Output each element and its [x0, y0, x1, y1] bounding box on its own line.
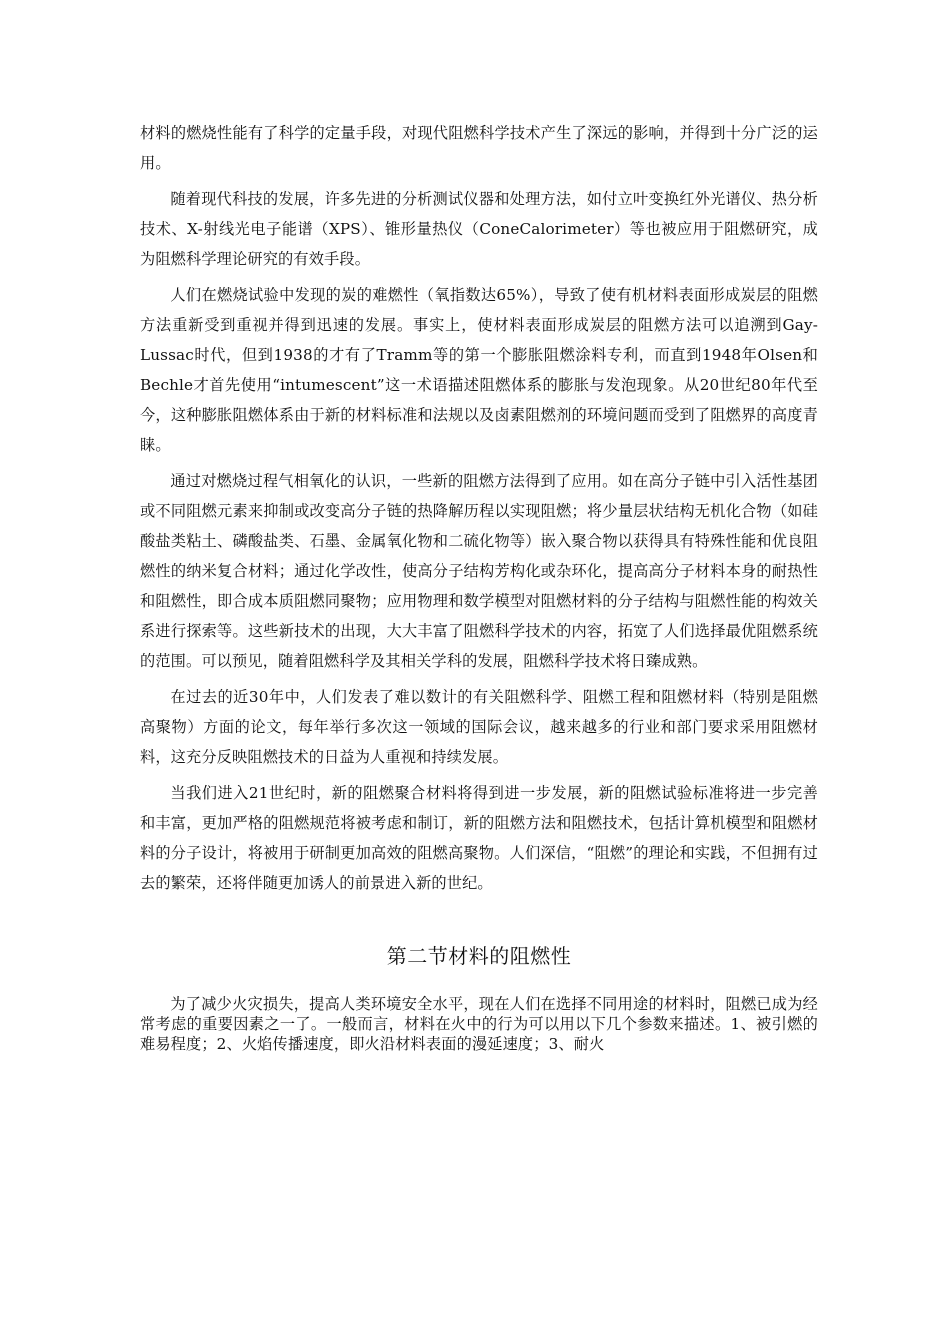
paragraph-4: 通过对燃烧过程气相氧化的认识，一些新的阻燃方法得到了应用。如在高分子链中引入活性基团或不同阻燃元素来抑制或改变高分子链的热降解历程以实现阻燃；将少量层状结构无机化合物（如硅酸盐类粘土、磷酸盐类、石墨、金属氧化物和二硫化物等）嵌入聚合物以获得具有特殊性能和优良阻燃性的纳米复合材料；通过化学改性，使高分子结构芳构化或杂环化，提高高分子材料本身的耐热性和阻燃性，即合成本质阻燃同聚物；应用物理和数学模型对阻燃材料的分子结构与阻燃性能的构效关系进行探索等。这些新技术的出现，大大丰富了阻燃科学技术的内容，拓宽了人们选择最优阻燃系统的范围。可以预见，随着阻燃科学及其相关学科的发展，阻燃科学技术将日臻成熟。 — [140, 472, 818, 670]
document-page — [140, 118, 818, 1060]
paragraph-5: 在过去的近30年中，人们发表了难以数计的有关阻燃科学、阻燃工程和阻燃材料（特别是阻燃高聚物）方面的论文，每年举行多次这一领域的国际会议，越来越多的行业和部门要求采用阻燃材料，这充分反映阻燃技术的日益为人重视和持续发展。 — [140, 688, 818, 766]
paragraph-2: 随着现代科技的发展，许多先进的分析测试仪器和处理方法，如付立叶变换红外光谱仪、热分析技术、X-射线光电子能谱（XPS）、锥形量热仪（ConeCalorimeter）等也被应用于阻燃研究，成为阻燃科学理论研究的有效手段。 — [140, 190, 818, 268]
section-title: 第二节材料的阻燃性 — [386, 944, 572, 968]
paragraph-6: 当我们进入21世纪时，新的阻燃聚合材料将得到进一步发展，新的阻燃试验标准将进一步完善和丰富，更加严格的阻燃规范将被考虑和制订，新的阻燃方法和阻燃技术，包括计算机模型和阻燃材料的分子设计，将被用于研制更加高效的阻燃高聚物。人们深信，“阻燃”的理论和实践，不但拥有过去的繁荣，还将伴随更加诱人的前景进入新的世纪。 — [140, 784, 818, 892]
paragraph-1: 材料的燃烧性能有了科学的定量手段，对现代阻燃科学技术产生了深远的影响，并得到十分广泛的运用。 — [140, 124, 818, 172]
section-paragraph: 为了减少火灾损失，提高人类环境安全水平，现在人们在选择不同用途的材料时，阻燃已成为经常考虑的重要因素之一了。一般而言，材料在火中的行为可以用以下几个参数来描述。1、被引燃的难易程度；2、火焰传播速度，即火沿材料表面的漫延速度；3、耐火 — [140, 995, 818, 1053]
paragraph-3: 人们在燃烧试验中发现的炭的难燃性（氧指数达65%），导致了使有机材料表面形成炭层的阻燃方法重新受到重视并得到迅速的发展。事实上，使材料表面形成炭层的阻燃方法可以追溯到Gay-Lussac时代，但到1938的才有了Tramm等的第一个膨胀阻燃涂料专利，而直到1948年Olsen和Bechle才首先使用“intumescent”这一术语描述阻燃体系的膨胀与发泡现象。从20世纪80年代至今，这种膨胀阻燃体系由于新的材料标准和法规以及卤素阻燃剂的环境问题而受到了阻燃界的高度青睐。 — [140, 286, 818, 454]
